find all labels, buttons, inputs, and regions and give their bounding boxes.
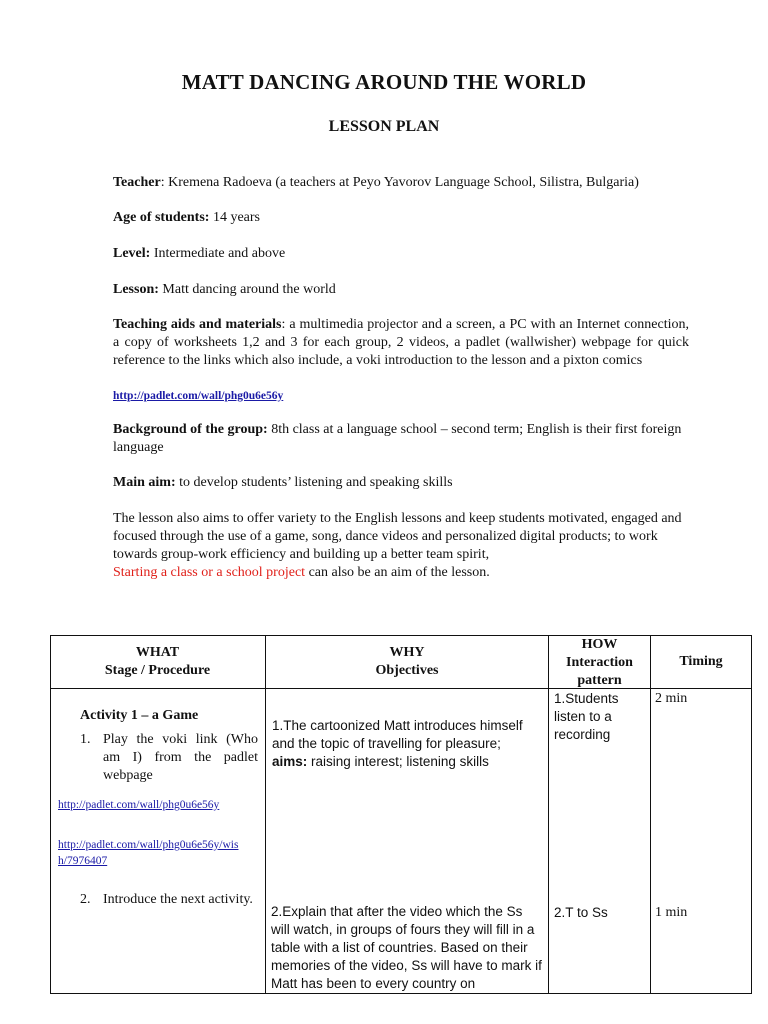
table-border-bottom [50, 993, 752, 994]
document-subtitle: LESSON PLAN [328, 118, 440, 135]
background-paragraph [113, 421, 689, 457]
header-why-line1: WHY [389, 645, 425, 660]
background-value: 8th class at a language school – second term; English is their first foreign language [113, 422, 682, 455]
teaching-aids-paragraph [113, 316, 689, 370]
teacher-value: : Kremena Radoeva (a teachers at Peyo Yavorov Language School, Silistra, Bulgaria) [160, 175, 639, 190]
header-how-line1: HOW [581, 637, 618, 652]
objective-1 [272, 717, 544, 771]
background-label: Background of the group: [113, 422, 268, 437]
padlet-wish-link-part1: http://padlet.com/wall/phg0u6e56y/wis [58, 839, 239, 851]
teacher-line [113, 174, 689, 192]
lesson-line [113, 281, 689, 299]
objective-1-text: 1.The cartoonized Matt introduces himself and the topic of travelling for pleasure; [272, 718, 523, 751]
step-2-number: 2. [80, 892, 91, 907]
main-aim-line [113, 474, 689, 492]
step-1 [80, 731, 262, 785]
level-value: Intermediate and above [150, 246, 286, 261]
timing-1: 2 min [655, 691, 688, 706]
main-aim-label: Main aim: [113, 475, 176, 490]
aims-paragraph [113, 510, 683, 582]
padlet-wish-link[interactable] [58, 839, 238, 867]
main-aim-value: to develop students’ listening and speaking skills [175, 475, 453, 490]
step-2 [80, 891, 262, 909]
activity-title: Activity 1 – a Game [80, 708, 199, 723]
link-2-wrapper [58, 837, 263, 869]
age-line [113, 209, 689, 227]
table-border-right [751, 635, 752, 994]
lesson-value: Matt dancing around the world [158, 282, 336, 297]
header-how-line2: Interaction [566, 655, 633, 670]
step-1-number: 1. [80, 732, 91, 747]
header-why [266, 644, 548, 680]
timing-2: 1 min [655, 905, 688, 920]
level-label: Level: [113, 246, 151, 261]
header-why-line2: Objectives [375, 663, 439, 678]
table-col-divider-3 [650, 635, 651, 994]
objective-1-aims-label: aims: [272, 754, 308, 769]
aims-red-text: Starting a class or a school project [113, 565, 306, 580]
header-what-line2: Stage / Procedure [104, 663, 211, 678]
level-line [113, 245, 689, 263]
teaching-aids-link-line [113, 387, 689, 405]
lesson-table [50, 635, 752, 994]
teacher-label: Teacher [113, 175, 161, 190]
padlet-wish-link-part2: h/7976407 [58, 855, 108, 867]
header-how-line3: pattern [577, 673, 622, 688]
table-border-left [50, 635, 51, 994]
table-col-divider-1 [265, 635, 266, 994]
header-what [50, 644, 265, 680]
header-what-line1: WHAT [135, 645, 180, 660]
lesson-label: Lesson: [113, 282, 159, 297]
interaction-2: 2.T to Ss [554, 905, 608, 920]
link-1-wrapper [58, 796, 263, 814]
interaction-1: 1.Students listen to a recording [554, 691, 619, 742]
teaching-aids-value: : a multimedia projector and a screen, a PC with an Internet connection, a copy of worksheets 1,2 and 3 for each group, 2 videos, a padlet (wallwisher) webpage for quick reference to the links which also include, a voki introduction to the lesson and a pixton comics [113, 317, 689, 368]
objective-1-aims-text: raising interest; listening skills [307, 754, 489, 769]
aims-text: The lesson also aims to offer variety to the English lessons and keep students motivated, engaged and focused through the use of a game, song, dance videos and personalized digital products; to work towards group-work efficiency and building up a better team spirit, [113, 511, 682, 562]
age-value: 14 years [209, 210, 260, 225]
aims-tail-text: can also be an aim of the lesson. [305, 565, 490, 580]
step-2-text: Introduce the next activity. [103, 892, 253, 907]
header-timing: Timing [679, 654, 723, 669]
step-1-text: Play the voki link (Who am I) from the padlet webpage [103, 732, 258, 783]
age-label: Age of students: [113, 210, 210, 225]
objective-2: 2.Explain that after the video which the Ss will watch, in groups of fours they will fill in a table with a list of countries. Based on their memories of the video, Ss will have to mark if Matt has been to every country on [271, 904, 542, 991]
header-how [549, 636, 650, 690]
padlet-wall-link[interactable]: http://padlet.com/wall/phg0u6e56y [58, 799, 220, 811]
document-title: MATT DANCING AROUND THE WORLD [181, 70, 587, 94]
teaching-aids-label: Teaching aids and materials [113, 317, 282, 332]
padlet-link[interactable]: http://padlet.com/wall/phg0u6e56y [113, 390, 284, 402]
